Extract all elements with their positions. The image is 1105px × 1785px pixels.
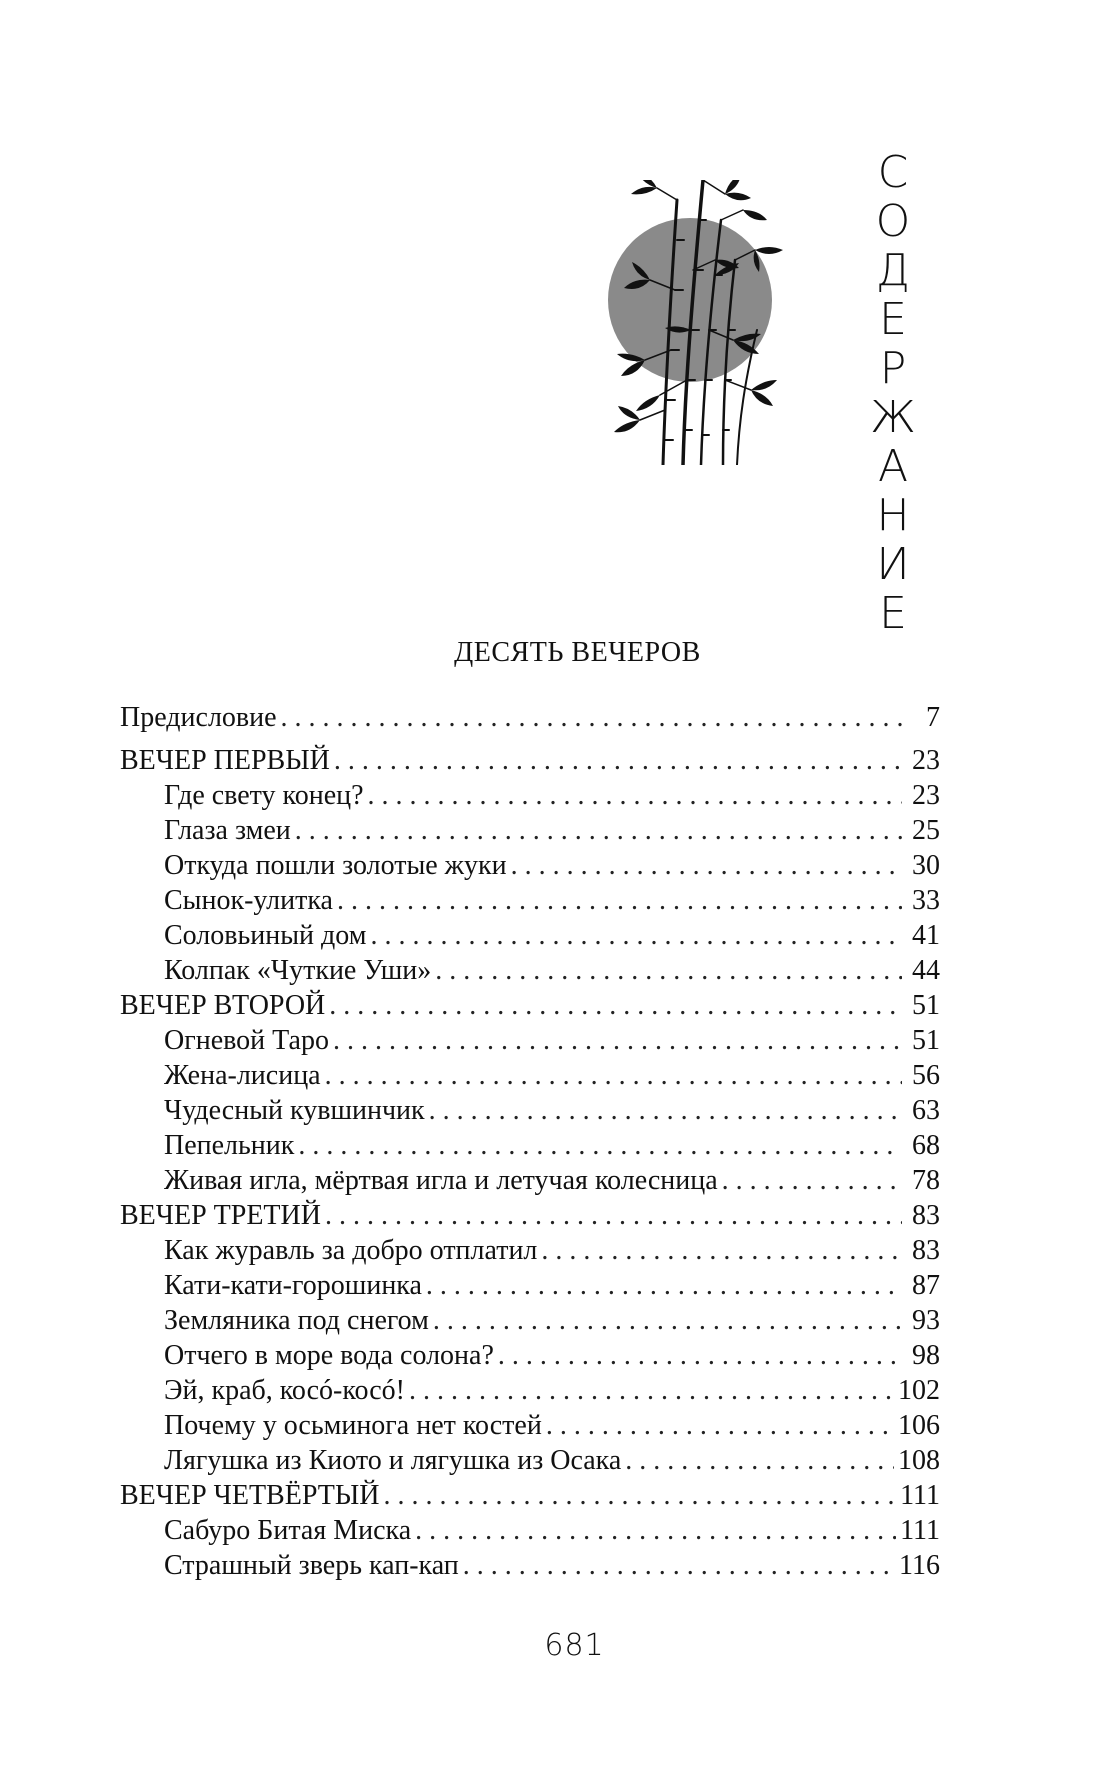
toc-dot-leader bbox=[337, 883, 902, 918]
toc-dot-leader bbox=[325, 1058, 902, 1093]
toc-entry-page: 56 bbox=[912, 1060, 940, 1091]
toc-dot-leader bbox=[722, 1163, 902, 1198]
toc-section-entry[interactable] bbox=[120, 700, 940, 735]
toc-entry-page: 108 bbox=[898, 1445, 940, 1476]
toc-entry-page: 111 bbox=[900, 1515, 940, 1546]
toc-entry-title: Предисловие bbox=[120, 702, 277, 733]
toc-entry-title: Земляника под снегом bbox=[164, 1305, 429, 1336]
toc-dot-leader bbox=[368, 778, 902, 813]
toc-entry[interactable] bbox=[120, 1233, 940, 1268]
toc-dot-leader bbox=[463, 1548, 895, 1583]
toc-dot-leader bbox=[281, 700, 902, 735]
table-of-contents bbox=[120, 700, 940, 1583]
toc-entry-title: Эй, краб, косó-косó! bbox=[164, 1375, 406, 1406]
toc-entry-title: Колпак «Чуткие Уши» bbox=[164, 955, 432, 986]
toc-entry-page: 93 bbox=[912, 1305, 940, 1336]
toc-entry-page: 41 bbox=[912, 920, 940, 951]
toc-entry[interactable] bbox=[120, 953, 940, 988]
toc-entry-title: Сабуро Битая Миска bbox=[164, 1515, 412, 1546]
heading-letter: С bbox=[877, 147, 909, 198]
toc-entry-page: 78 bbox=[912, 1165, 940, 1196]
toc-entry-title: Жена-лисица bbox=[164, 1060, 321, 1091]
toc-dot-leader bbox=[384, 1478, 897, 1513]
toc-entry-page: 33 bbox=[912, 885, 940, 916]
toc-dot-leader bbox=[426, 1268, 902, 1303]
toc-entry-title: Огневой Таро bbox=[164, 1025, 329, 1056]
toc-entry-title: Соловьиный дом bbox=[164, 920, 367, 951]
toc-entry-title: Страшный зверь кап-кап bbox=[164, 1550, 459, 1581]
heading-letter: Д bbox=[875, 245, 911, 296]
toc-entry-title: Почему у осьминога нет костей bbox=[164, 1410, 542, 1441]
toc-entry-page: 87 bbox=[912, 1270, 940, 1301]
toc-entry-title: ВЕЧЕР ПЕРВЫЙ bbox=[120, 745, 330, 776]
toc-entry[interactable] bbox=[120, 1093, 940, 1128]
toc-dot-leader bbox=[329, 988, 902, 1023]
toc-entry-page: 83 bbox=[912, 1200, 940, 1231]
heading-letter: И bbox=[876, 539, 910, 590]
toc-entry-page: 51 bbox=[912, 990, 940, 1021]
page-number: 681 bbox=[544, 1628, 605, 1663]
toc-entry-page: 63 bbox=[912, 1095, 940, 1126]
toc-entry-page: 83 bbox=[912, 1235, 940, 1266]
toc-entry[interactable] bbox=[120, 813, 940, 848]
toc-dot-leader bbox=[415, 1513, 896, 1548]
toc-entry-page: 44 bbox=[912, 955, 940, 986]
toc-entry[interactable] bbox=[120, 1023, 940, 1058]
toc-entry-title: Глаза змеи bbox=[164, 815, 291, 846]
toc-entry[interactable] bbox=[120, 1373, 940, 1408]
toc-dot-leader bbox=[325, 1198, 902, 1233]
toc-entry[interactable] bbox=[120, 1303, 940, 1338]
toc-entry[interactable] bbox=[120, 918, 940, 953]
toc-entry-title: Чудесный кувшинчик bbox=[164, 1095, 425, 1126]
toc-entry[interactable] bbox=[120, 1443, 940, 1478]
toc-entry-page: 25 bbox=[912, 815, 940, 846]
toc-dot-leader bbox=[498, 1338, 902, 1373]
toc-entry[interactable] bbox=[120, 848, 940, 883]
toc-entry[interactable] bbox=[120, 1408, 940, 1443]
toc-dot-leader bbox=[295, 813, 902, 848]
toc-entry[interactable] bbox=[120, 1268, 940, 1303]
toc-entry[interactable] bbox=[120, 1128, 940, 1163]
toc-entry[interactable] bbox=[120, 883, 940, 918]
toc-entry-title: Сынок-улитка bbox=[164, 885, 333, 916]
toc-dot-leader bbox=[333, 1023, 902, 1058]
toc-entry[interactable] bbox=[120, 1338, 940, 1373]
toc-entry-page: 51 bbox=[912, 1025, 940, 1056]
heading-letter: Н bbox=[876, 490, 910, 541]
toc-entry[interactable] bbox=[120, 1513, 940, 1548]
toc-entry-title: Откуда пошли золотые жуки bbox=[164, 850, 507, 881]
toc-entry-page: 23 bbox=[912, 745, 940, 776]
heading-letter: Е bbox=[879, 588, 907, 639]
toc-dot-leader bbox=[511, 848, 902, 883]
toc-entry-page: 68 bbox=[912, 1130, 940, 1161]
toc-dot-leader bbox=[334, 743, 902, 778]
toc-entry-title: Как журавль за добро отплатил bbox=[164, 1235, 538, 1266]
heading-letter: О bbox=[875, 196, 911, 247]
heading-letter: Ж bbox=[870, 392, 916, 443]
toc-section-entry[interactable] bbox=[120, 1198, 940, 1233]
toc-entry-page: 98 bbox=[912, 1340, 940, 1371]
toc-dot-leader bbox=[435, 953, 902, 988]
toc-entry-title: Кати-кати-горошинка bbox=[164, 1270, 422, 1301]
toc-dot-leader bbox=[429, 1093, 902, 1128]
toc-entry-page: 30 bbox=[912, 850, 940, 881]
toc-entry-title: Живая игла, мёртвая игла и летучая колесница bbox=[164, 1165, 718, 1196]
toc-entry-title: Где свету конец? bbox=[164, 780, 364, 811]
toc-entry-page: 7 bbox=[926, 702, 940, 733]
toc-dot-leader bbox=[433, 1303, 902, 1338]
toc-entry-title: ВЕЧЕР ЧЕТВЁРТЫЙ bbox=[120, 1480, 380, 1511]
toc-dot-leader bbox=[298, 1128, 902, 1163]
toc-entry[interactable] bbox=[120, 778, 940, 813]
toc-dot-leader bbox=[409, 1373, 894, 1408]
toc-dot-leader bbox=[625, 1443, 894, 1478]
heading-letter: А bbox=[877, 441, 909, 492]
bamboo-moon-illustration bbox=[605, 180, 845, 465]
toc-entry[interactable] bbox=[120, 1058, 940, 1093]
toc-section-entry[interactable] bbox=[120, 1478, 940, 1513]
toc-section-entry[interactable] bbox=[120, 743, 940, 778]
toc-entry-title: Пепельник bbox=[164, 1130, 295, 1161]
toc-section-entry[interactable] bbox=[120, 988, 940, 1023]
toc-entry-title: Отчего в море вода солона? bbox=[164, 1340, 494, 1371]
toc-entry-page: 102 bbox=[898, 1375, 940, 1406]
toc-entry-page: 23 bbox=[912, 780, 940, 811]
section-title: ДЕСЯТЬ ВЕЧЕРОВ bbox=[454, 637, 701, 668]
toc-entry[interactable] bbox=[120, 1548, 940, 1583]
toc-entry-title: Лягушка из Киото и лягушка из Осака bbox=[164, 1445, 622, 1476]
toc-entry-title: ВЕЧЕР ВТОРОЙ bbox=[120, 990, 326, 1021]
toc-entry-title: ВЕЧЕР ТРЕТИЙ bbox=[120, 1200, 321, 1231]
toc-dot-leader bbox=[541, 1233, 902, 1268]
toc-dot-leader bbox=[546, 1408, 894, 1443]
heading-letter: Р bbox=[879, 343, 907, 394]
contents-vertical-heading bbox=[858, 148, 928, 638]
toc-entry-page: 111 bbox=[900, 1480, 940, 1511]
toc-entry-page: 106 bbox=[898, 1410, 940, 1441]
toc-entry[interactable] bbox=[120, 1163, 940, 1198]
toc-entry-page: 116 bbox=[899, 1550, 940, 1581]
toc-dot-leader bbox=[370, 918, 902, 953]
heading-letter: Е bbox=[879, 294, 907, 345]
